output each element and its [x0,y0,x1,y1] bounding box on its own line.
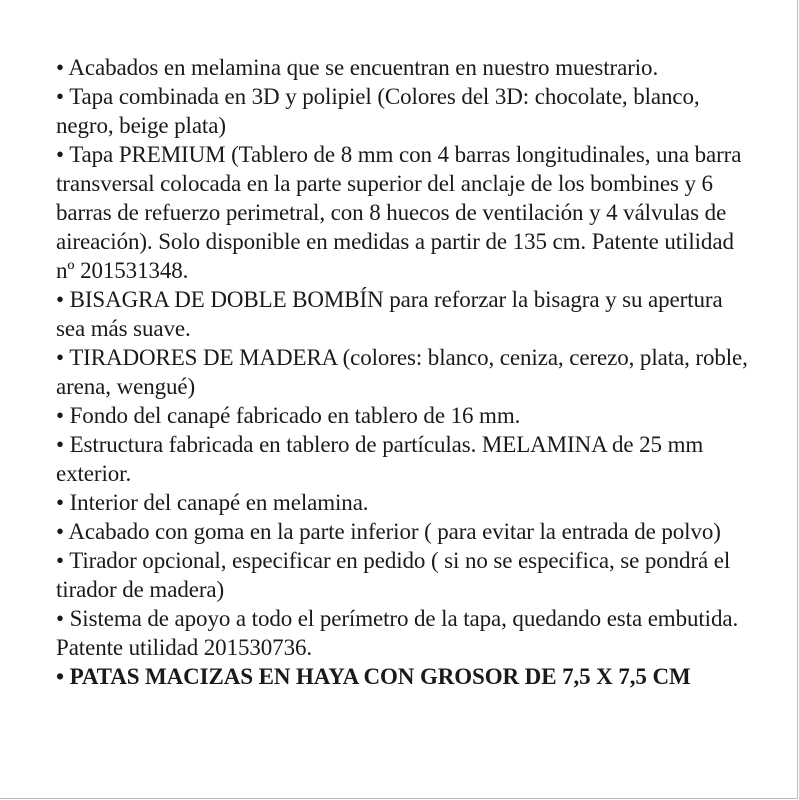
feature-text: Sistema de apoyo a todo el perímetro de la tapa, quedando esta embutida. Patente utilidad 201530736. [56,606,739,660]
feature-text: Tapa PREMIUM (Tablero de 8 mm con 4 barras longitudinales, una barra transversal colocada en la parte superior del anclaje de los bombines y 6 barras de refuerzo perimetral, con 8 huecos de ventilación y 4 válvulas de aireación). Solo disponible en medidas a partir de 135 cm. Patente utilidad nº 201531348. [56,142,742,283]
feature-text: Fondo del canapé fabricado en tablero de 16 mm. [69,403,521,428]
bullet-icon: • [56,548,64,573]
feature-item-tapa-premium [56,140,756,285]
bullet-icon: • [56,55,64,80]
feature-text: Interior del canapé en melamina. [69,490,369,515]
feature-text: Acabados en melamina que se encuentran en nuestro muestrario. [68,55,659,80]
bullet-icon: • [56,490,64,515]
bullet-icon: • [56,432,64,457]
feature-text: PATAS MACIZAS EN HAYA CON GROSOR DE 7,5 X 7,5 CM [69,664,691,689]
feature-item-bisagra [56,285,756,343]
feature-text: BISAGRA DE DOBLE BOMBÍN para reforzar la bisagra y su apertura sea más suave. [56,287,723,341]
bullet-icon: • [56,142,64,167]
feature-text: Tapa combinada en 3D y polipiel (Colores del 3D: chocolate, blanco, negro, beige plata) [56,84,700,138]
feature-item-fondo [56,401,756,430]
bullet-icon: • [56,519,64,544]
feature-item-tirador-opcional [56,546,756,604]
bullet-icon: • [56,287,64,312]
feature-text: TIRADORES DE MADERA (colores: blanco, ceniza, cerezo, plata, roble, arena, wengué) [56,345,748,399]
feature-list [56,53,756,691]
feature-item-melamina [56,53,756,82]
feature-item-interior [56,488,756,517]
feature-item-sistema-apoyo [56,604,756,662]
feature-text: Estructura fabricada en tablero de partículas. MELAMINA de 25 mm exterior. [56,432,704,486]
feature-item-goma [56,517,756,546]
bullet-icon: • [56,403,64,428]
bullet-icon: • [56,606,64,631]
feature-item-estructura [56,430,756,488]
feature-item-tapa-3d [56,82,756,140]
bullet-icon: • [56,345,64,370]
bullet-icon: • [56,664,64,689]
bullet-icon: • [56,84,64,109]
feature-text: Acabado con goma en la parte inferior ( para evitar la entrada de polvo) [68,519,721,544]
feature-item-patas [56,662,756,691]
feature-text: Tirador opcional, especificar en pedido ( si no se especifica, se pondrá el tirador de madera) [56,548,731,602]
feature-item-tiradores [56,343,756,401]
